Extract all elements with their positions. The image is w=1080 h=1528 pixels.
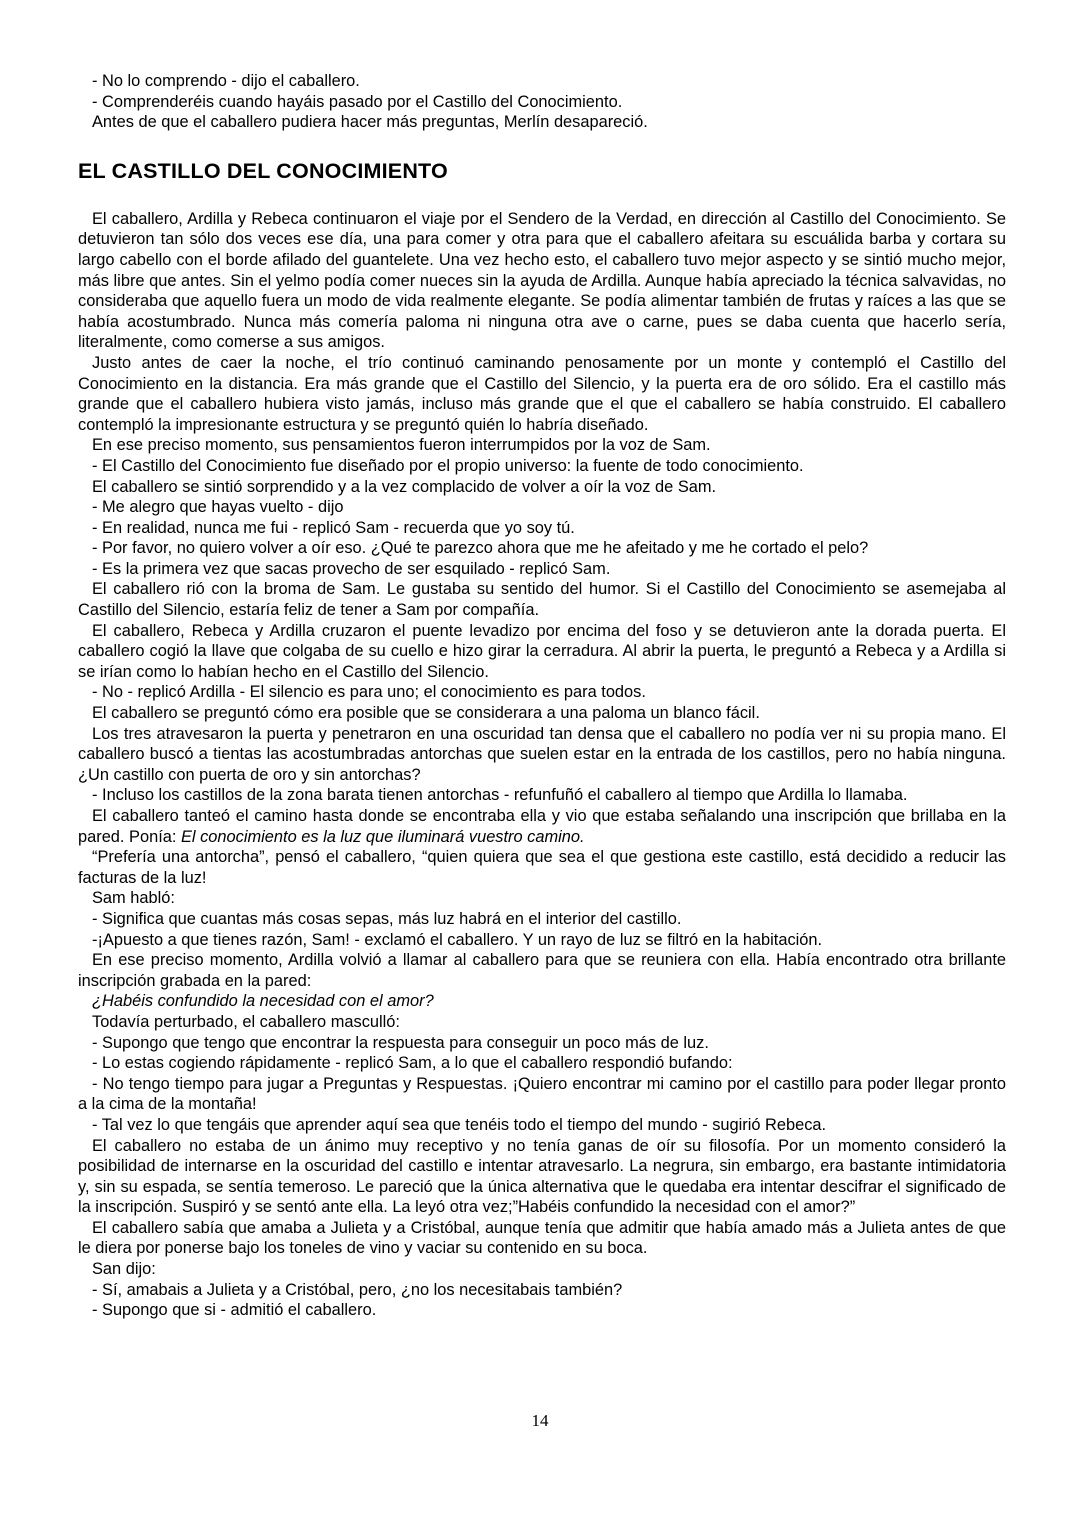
paragraph: Antes de que el caballero pudiera hacer más preguntas, Merlín desapareció. — [92, 113, 648, 132]
dialogue-line: - Por favor, no quiero volver a oír eso. ¿Qué te parezco ahora que me he afeitado y me he cortado el pelo? — [92, 539, 869, 558]
dialogue-line: - Supongo que si - admitió el caballero. — [92, 1301, 377, 1320]
paragraph: El caballero se sintió sorprendido y a la vez complacido de volver a oír la voz de Sam. — [92, 477, 717, 496]
paragraph — [78, 991, 1006, 1012]
dialogue-line: - Comprenderéis cuando hayáis pasado por el Castillo del Conocimiento. — [92, 92, 623, 111]
dialogue-line: -¡Apuesto a que tienes razón, Sam! - exclamó el caballero. Y un rayo de luz se filtró en la habitación. — [92, 930, 823, 949]
dialogue-line: - No tengo tiempo para jugar a Preguntas y Respuestas. ¡Quiero encontrar mi camino por el castillo para poder llegar pronto a la cima de la montaña! — [78, 1074, 1006, 1114]
italic-inscription: El conocimiento es la luz que iluminará vuestro camino. — [180, 827, 585, 846]
dialogue-line: - Sí, amabais a Julieta y a Cristóbal, pero, ¿no los necesitabais también? — [92, 1280, 623, 1299]
text-column — [78, 71, 1006, 1321]
dialogue-line: - No - replicó Ardilla - El silencio es para uno; el conocimiento es para todos. — [92, 683, 646, 702]
paragraph: El caballero, Ardilla y Rebeca continuaron el viaje por el Sendero de la Verdad, en dirección al Castillo del Conocimiento. Se detuvieron tan sólo dos veces ese día, una para comer y otra para que el caballero afeitara su escuálida barba y cortara su largo cabello con el borde afilado del guantelete. Una vez hecho esto, el caballero tuvo mejor aspecto y se sintió mucho mejor, más libre que antes. Sin el yelmo podía comer nueces sin la ayuda de Ardilla. Aunque había apreciado la técnica salvavidas, no consideraba que aquello fuera un modo de vida realmente elegante. Se podía alimentar también de frutas y raíces a las que se había acostumbrado. Nunca más comería paloma ni ninguna otra ave o carne, pues se daba cuenta que hacerlo sería, literalmente, como comerse a sus amigos. — [78, 209, 1006, 352]
dialogue-line: - No lo comprendo - dijo el caballero. — [92, 72, 360, 90]
paragraph: Justo antes de caer la noche, el trío continuó caminando penosamente por un monte y contempló el Castillo del Conocimiento en la distancia. Era más grande que el Castillo del Silencio, y la puerta era de oro sólido. Era el castillo más grande que el caballero hubiera visto jamás, incluso más grande que el que el caballero se había construido. El caballero contempló la impresionante estructura y se preguntó quién lo habría diseñado. — [78, 353, 1006, 434]
dialogue-line: - Incluso los castillos de la zona barata tienen antorchas - refunfuñó el caballero al tiempo que Ardilla lo llamaba. — [92, 786, 908, 805]
paragraph: El caballero tanteó el camino hasta donde se encontraba ella y vio que estaba señalando una inscripción que brillaba en la pared. Ponía: El conocimiento es la luz que iluminará vuestro camino. — [78, 807, 1006, 846]
paragraph: El caballero sabía que amaba a Julieta y a Cristóbal, aunque tenía que admitir que había amado más a Julieta antes de que le diera por ponerse bajo los toneles de vino y vaciar su contenido en su boca. — [78, 1218, 1006, 1258]
dialogue-line: - En realidad, nunca me fui - replicó Sam - recuerda que yo soy tú. — [92, 518, 575, 537]
paragraph: El caballero no estaba de un ánimo muy receptivo y no tenía ganas de oír su filosofía. Por un momento consideró la posibilidad de internarse en la oscuridad del castillo e intentar atravesarlo. La negrura, sin embargo, era bastante intimidatoria y, sin su espada, se sentía temeroso. Le pareció que la única alternativa que le quedaba era intentar descifrar el significado de la inscripción. Suspiró y se sentó ante ella. La leyó otra vez;”Habéis confundido la necesidad con el amor?” — [78, 1136, 1006, 1217]
paragraph: Sam habló: — [92, 889, 175, 908]
section-heading: EL CASTILLO DEL CONOCIMIENTO — [78, 158, 448, 183]
dialogue-line: - Es la primera vez que sacas provecho de ser esquilado - replicó Sam. — [92, 559, 611, 578]
paragraph: En ese preciso momento, Ardilla volvió a llamar al caballero para que se reuniera con ella. Había encontrado otra brillante inscripción grabada en la pared: — [78, 951, 1006, 990]
dialogue-line: - Me alegro que hayas vuelto - dijo — [92, 498, 344, 517]
paragraph: San dijo: — [92, 1260, 156, 1279]
page-number: 14 — [531, 1411, 549, 1430]
paragraph: El caballero, Rebeca y Ardilla cruzaron el puente levadizo por encima del foso y se detuvieron ante la dorada puerta. El caballero cogió la llave que colgaba de su cuello e hizo girar la cerradura. Al abrir la puerta, le preguntó a Rebeca y a Ardilla si se irían como lo habían hecho en el Castillo del Silencio. — [78, 621, 1006, 681]
dialogue-line: - El Castillo del Conocimiento fue diseñado por el propio universo: la fuente de todo conocimiento. — [92, 456, 804, 475]
paragraph: El caballero rió con la broma de Sam. Le gustaba su sentido del humor. Si el Castillo del Conocimiento se asemejaba al Castillo del Silencio, estaría feliz de tener a Sam por compañía. — [78, 580, 1006, 620]
paragraph: “Prefería una antorcha”, pensó el caballero, “quien quiera que sea el que gestiona este castillo, está decidido a reducir las facturas de la luz! — [78, 848, 1006, 887]
italic-inscription: ¿Habéis confundido la necesidad con el amor? — [92, 992, 434, 1011]
dialogue-line: - Supongo que tengo que encontrar la respuesta para conseguir un poco más de luz. — [92, 1033, 709, 1052]
dialogue-line: - Tal vez lo que tengáis que aprender aquí sea que tenéis todo el tiempo del mundo - sugirió Rebeca. — [92, 1115, 827, 1134]
dialogue-line: - Lo estas cogiendo rápidamente - replicó Sam, a lo que el caballero respondió bufando: — [92, 1054, 733, 1073]
dialogue-line: - Significa que cuantas más cosas sepas, más luz habrá en el interior del castillo. — [92, 909, 682, 928]
paragraph: El caballero se preguntó cómo era posible que se considerara a una paloma un blanco fácil. — [92, 704, 760, 723]
paragraph: En ese preciso momento, sus pensamientos fueron interrumpidos por la voz de Sam. — [92, 436, 711, 455]
paragraph: Los tres atravesaron la puerta y penetraron en una oscuridad tan densa que el caballero no podía ver ni su propia mano. El caballero buscó a tientas las acostumbradas antorchas que suelen estar en la entrada de los castillos, pero no había ninguna. ¿Un castillo con puerta de oro y sin antorchas? — [78, 724, 1006, 784]
paragraph: Todavía perturbado, el caballero masculló: — [92, 1012, 400, 1031]
